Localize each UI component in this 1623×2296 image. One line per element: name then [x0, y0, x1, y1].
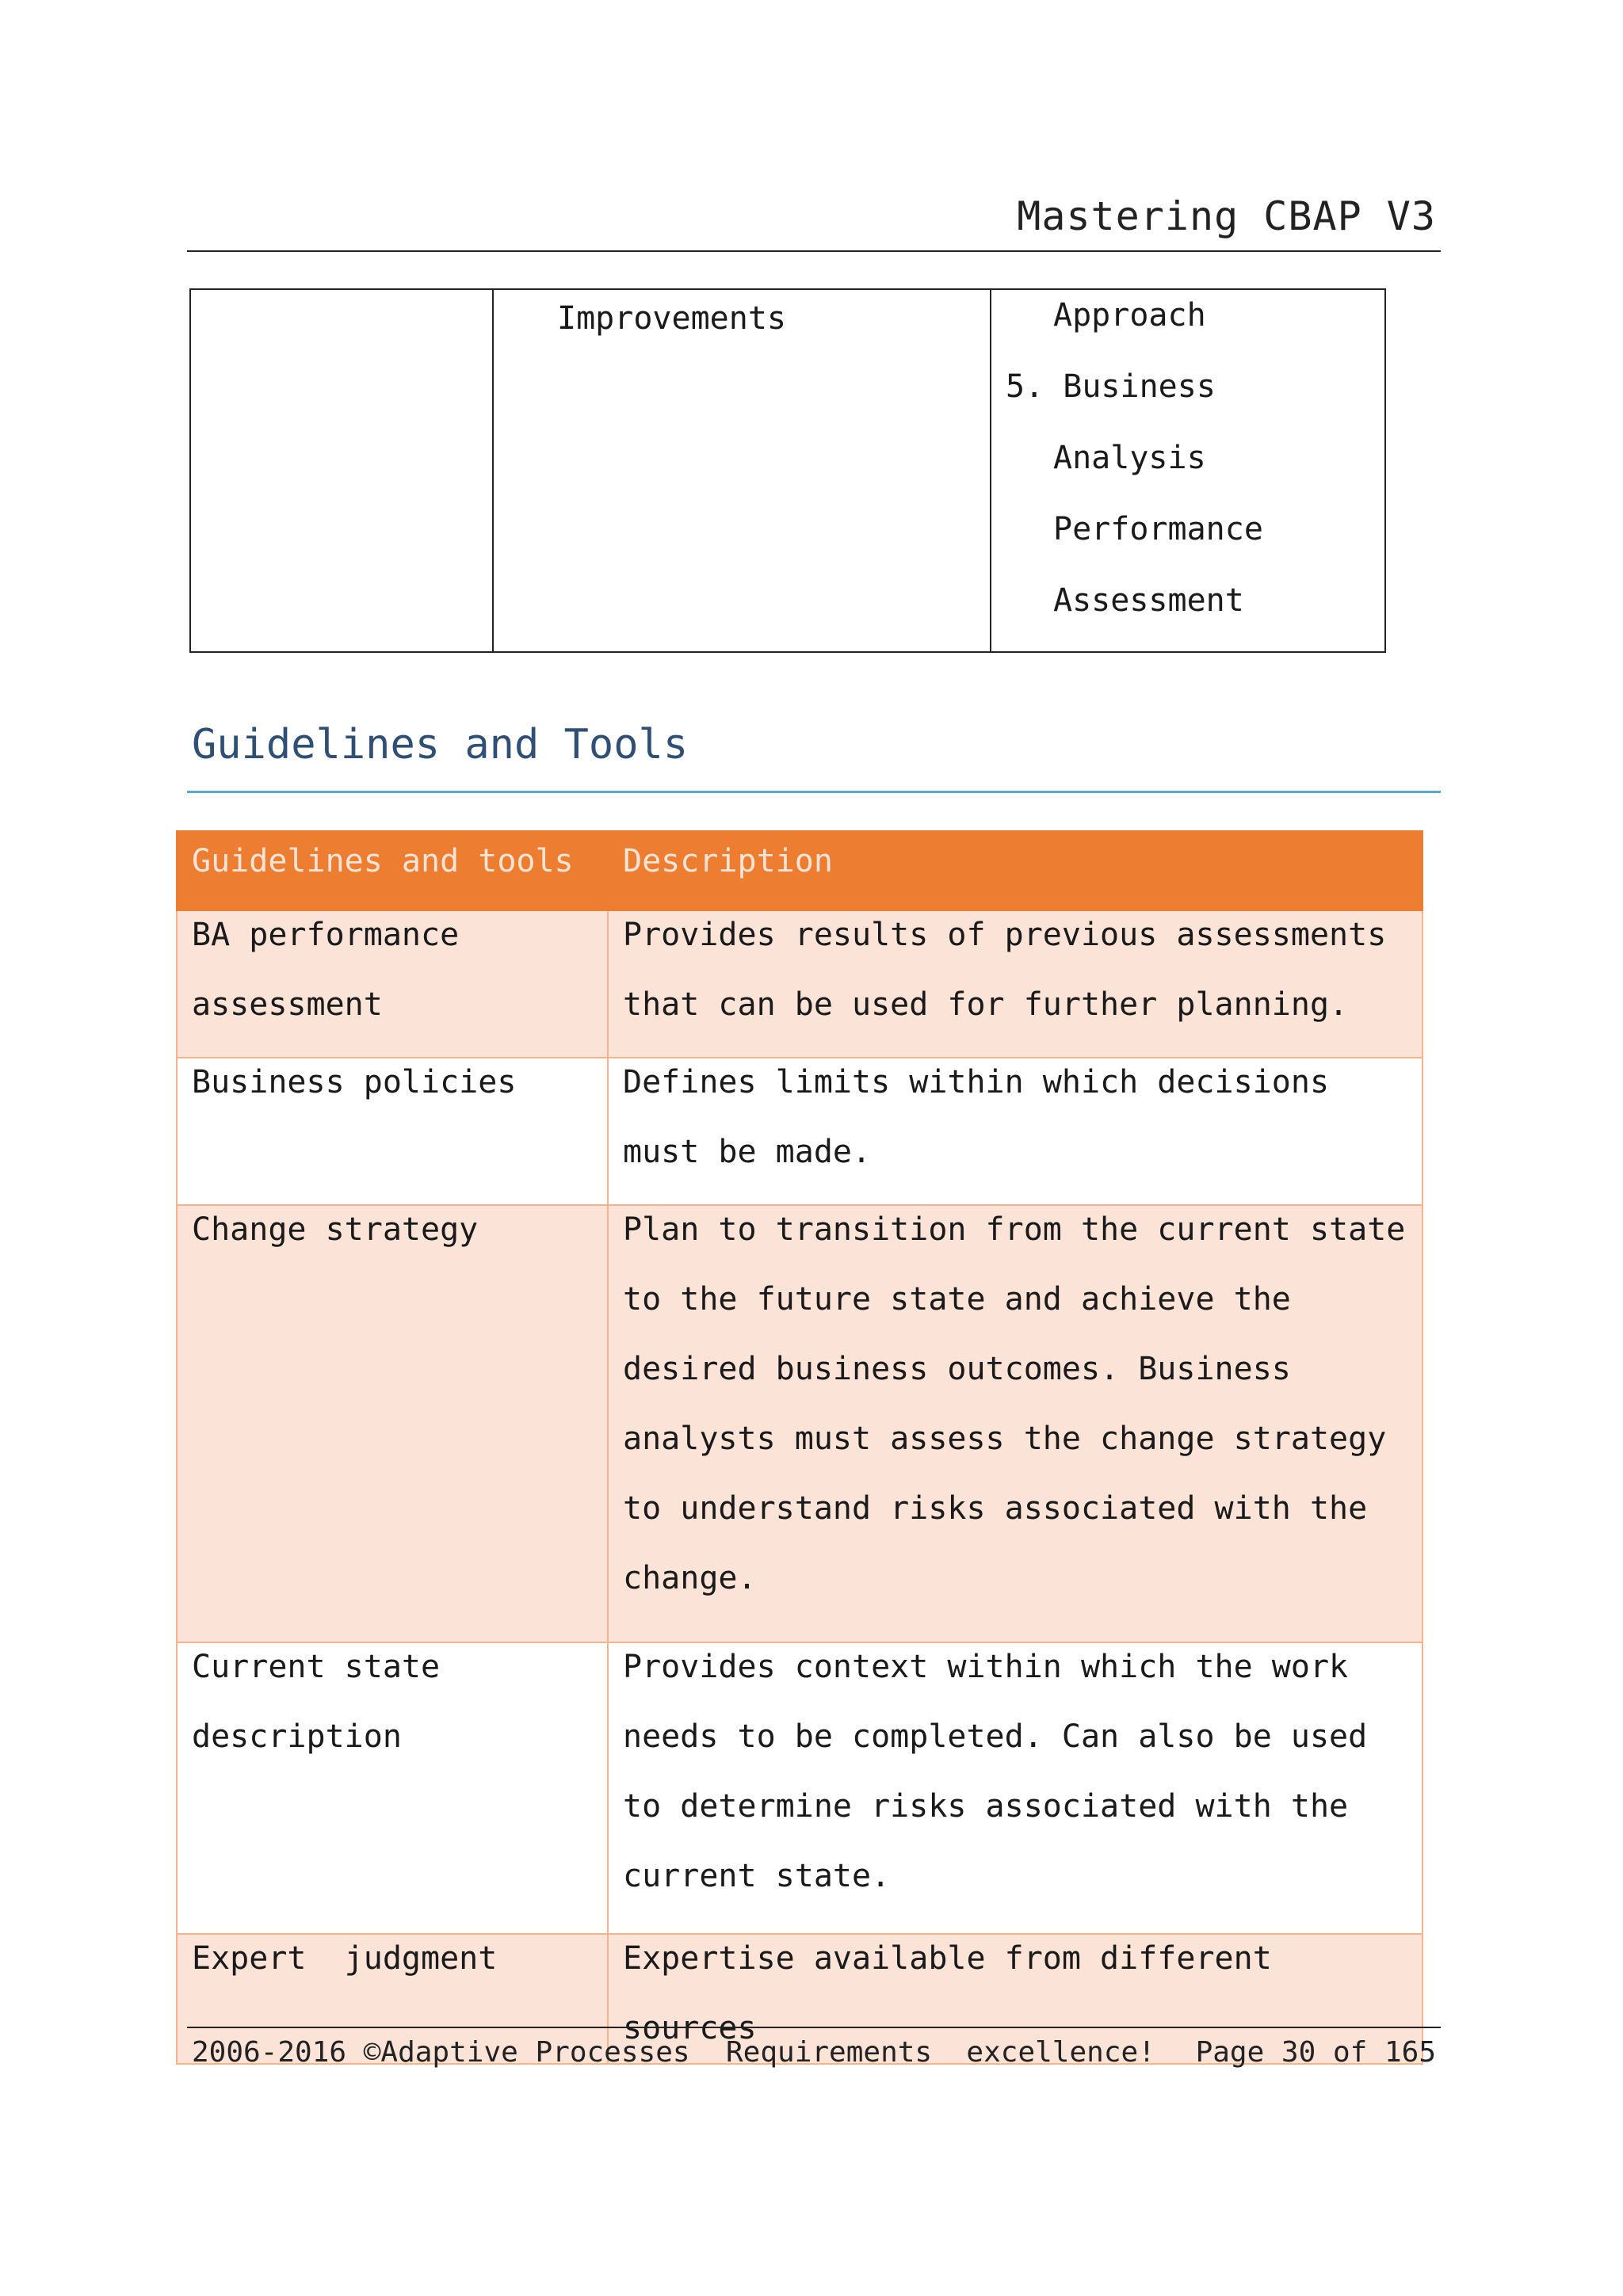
column-header: Guidelines and tools	[177, 831, 608, 910]
improvements-text: Improvements	[557, 300, 786, 337]
document-title: Mastering CBAP V3	[1017, 193, 1436, 239]
guideline-description: Expertise available from different sources	[623, 1940, 1272, 2046]
table-cell	[177, 910, 608, 1058]
list-item	[991, 363, 1384, 434]
list-item-text: Performance	[1053, 511, 1263, 547]
guidelines-table	[176, 830, 1423, 2065]
page-footer	[187, 2027, 1441, 2076]
continuation-table	[189, 288, 1386, 653]
table-row	[190, 289, 1385, 652]
table-row	[177, 1642, 1423, 1934]
table-cell	[608, 1058, 1423, 1205]
table-cell	[608, 1642, 1423, 1934]
column-header: Description	[608, 831, 1423, 910]
guideline-description: Plan to transition from the current state to the future state and achieve the desired business outcomes. Business analysts must assess the change strategy to understand risks associated with the change.	[623, 1211, 1406, 1596]
page-header	[187, 190, 1441, 252]
table-row	[177, 910, 1423, 1058]
list-item-text: Business	[1063, 368, 1216, 405]
guideline-description: Defines limits within which decisions must be made.	[623, 1064, 1330, 1170]
guideline-name: Change strategy	[192, 1211, 479, 1248]
guideline-description: Provides context within which the work needs to be completed. Can also be used to determine risks associated with the current state.	[623, 1649, 1368, 1894]
table-header-row	[177, 831, 1423, 910]
footer-tagline: Requirements excellence!	[726, 2036, 1155, 2069]
footer-page-number: Page 30 of 165	[1195, 2036, 1436, 2069]
section-heading	[187, 718, 1441, 793]
guideline-name: Expert judgment	[192, 1940, 498, 1977]
continuation-cell-1	[190, 289, 493, 652]
approach-text: Approach	[1053, 297, 1206, 334]
list-number: 5.	[1006, 368, 1044, 405]
guideline-name: Business policies	[192, 1064, 517, 1100]
guideline-description: Provides results of previous assessments that can be used for further planning.	[623, 917, 1387, 1023]
guideline-name: Current state description	[192, 1649, 441, 1755]
table-cell	[177, 1058, 608, 1205]
list-item-text: Analysis	[1053, 440, 1206, 476]
footer-copyright: 2006-2016 ©Adaptive Processes	[192, 2036, 690, 2069]
table-cell	[608, 1205, 1423, 1642]
guideline-name: BA performance assessment	[192, 917, 460, 1023]
list-item-text: Assessment	[1053, 582, 1244, 619]
section-heading-text: Guidelines and Tools	[192, 721, 689, 769]
table-cell	[177, 1642, 608, 1934]
table-row	[177, 1058, 1423, 1205]
table-cell	[177, 1205, 608, 1642]
continuation-cell-2	[493, 289, 991, 652]
table-cell	[608, 910, 1423, 1058]
continuation-cell-3	[991, 289, 1385, 652]
table-row	[177, 1205, 1423, 1642]
